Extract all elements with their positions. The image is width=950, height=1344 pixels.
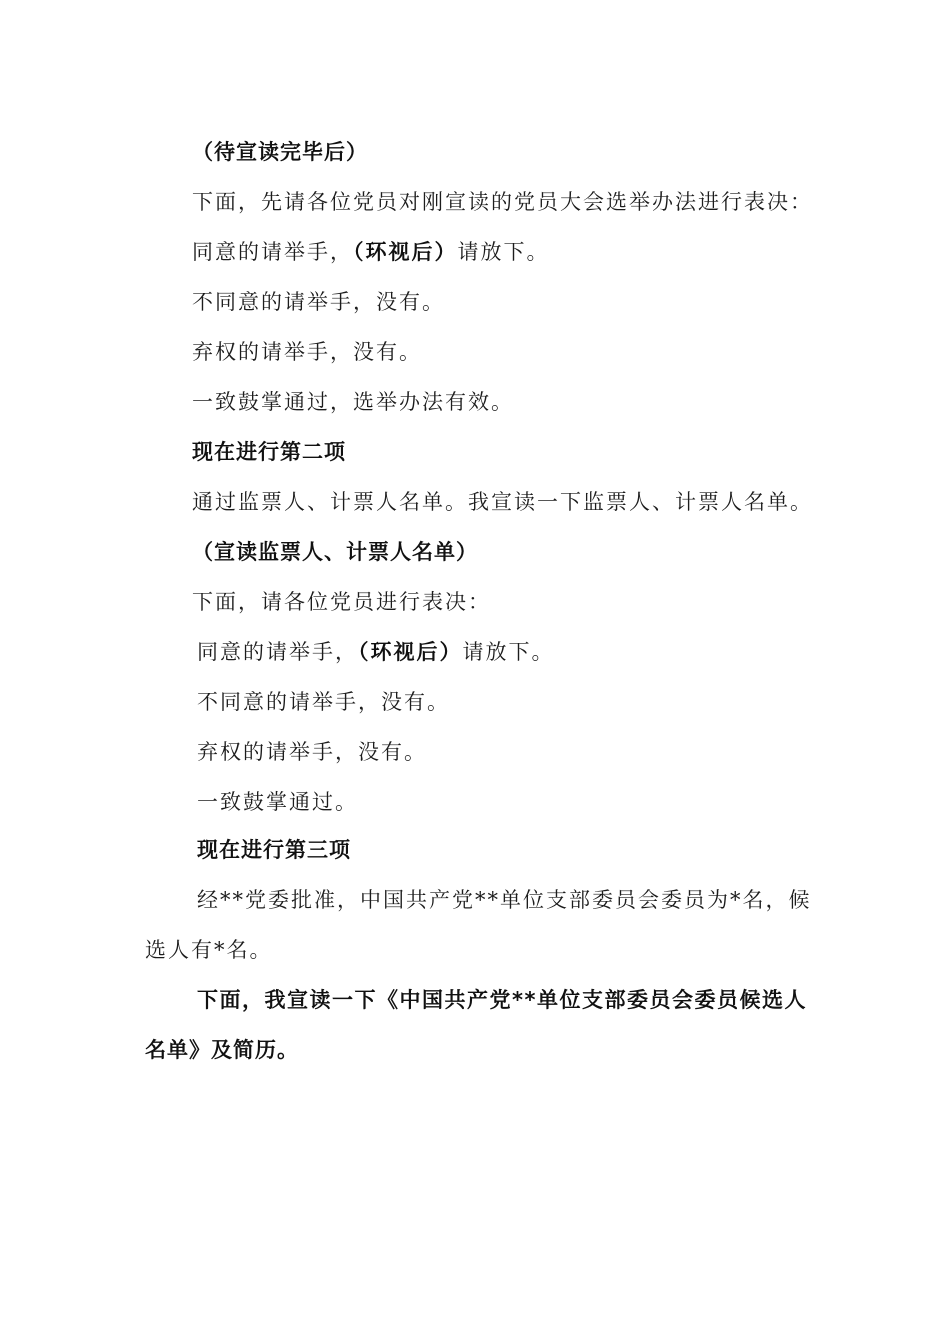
paragraph-abstain-2: 弃权的请举手，没有。 [197, 740, 427, 764]
paragraph-approval-line2: 选人有*名。 [145, 938, 273, 962]
paragraph-abstain-1: 弃权的请举手，没有。 [192, 340, 422, 364]
paragraph-after-reading: （待宣读完毕后） [192, 140, 368, 164]
paragraph-disagree-1: 不同意的请举手，没有。 [192, 290, 445, 314]
paragraph-approval-line1: 经**党委批准，中国共产党**单位支部委员会委员为*名，候 [197, 888, 812, 912]
look-around-note: （环视后） [358, 640, 463, 664]
paragraph-agree-raise-hand-2 [197, 637, 555, 667]
agree-text: 同意的请举手， [192, 240, 353, 264]
heading-item-two: 现在进行第二项 [192, 440, 346, 464]
look-around-note: （环视后） [353, 240, 458, 264]
paragraph-passed-method: 一致鼓掌通过，选举办法有效。 [192, 390, 514, 414]
paragraph-disagree-2: 不同意的请举手，没有。 [197, 690, 450, 714]
paragraph-candidate-list-line1: 下面，我宣读一下《中国共产党**单位支部委员会委员候选人 [197, 988, 807, 1012]
paragraph-candidate-list-line2: 名单》及简历。 [145, 1038, 299, 1062]
agree-text: 同意的请举手， [197, 640, 358, 664]
paragraph-vote-request: 下面，请各位党员进行表决： [192, 590, 491, 614]
put-down-text: 请放下。 [457, 240, 550, 264]
paragraph-agree-raise-hand-1 [192, 237, 550, 267]
put-down-text: 请放下。 [462, 640, 555, 664]
paragraph-read-scrutineers: （宣读监票人、计票人名单） [192, 540, 478, 564]
paragraph-passed: 一致鼓掌通过。 [197, 790, 358, 814]
paragraph-vote-election-method: 下面，先请各位党员对刚宣读的党员大会选举办法进行表决： [192, 190, 813, 214]
heading-item-three: 现在进行第三项 [197, 838, 351, 862]
paragraph-scrutineers-list: 通过监票人、计票人名单。我宣读一下监票人、计票人名单。 [192, 490, 813, 514]
